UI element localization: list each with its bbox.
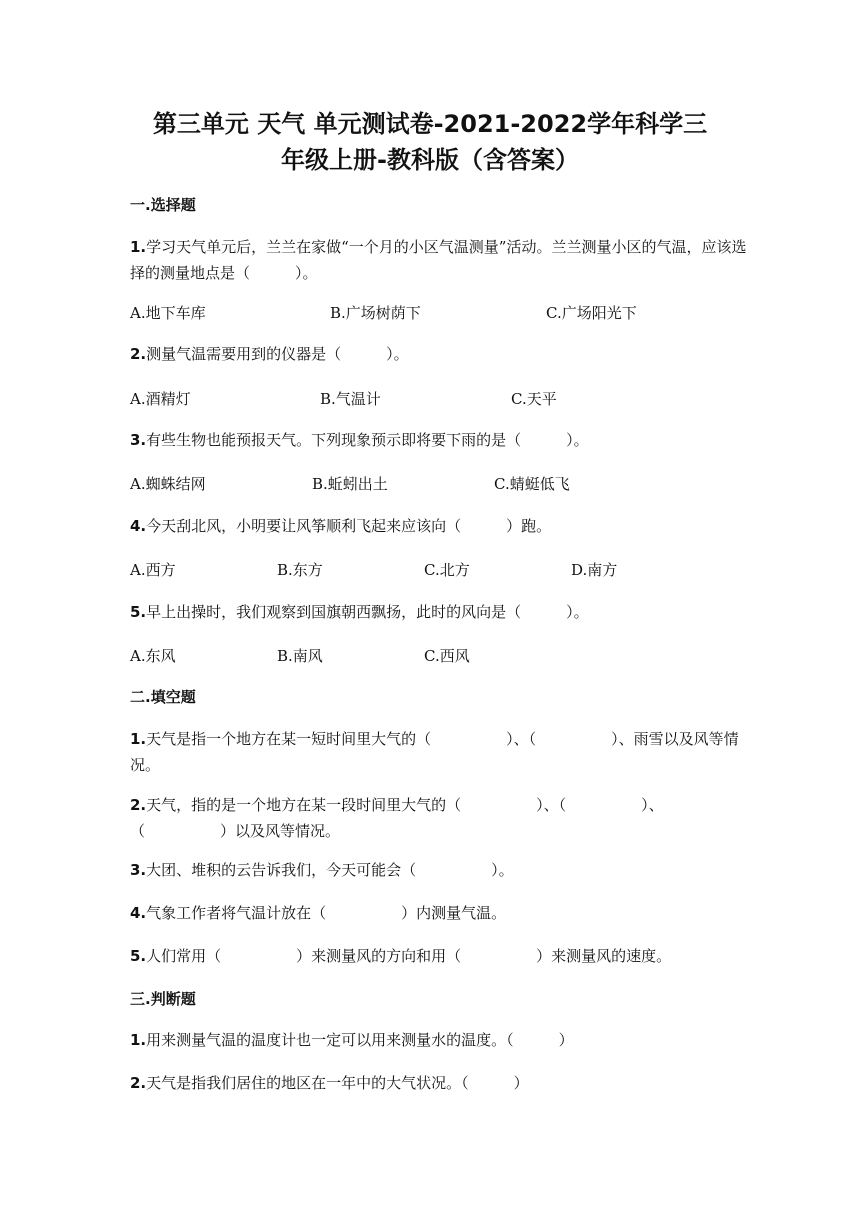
judge-question-1 xyxy=(130,1027,750,1053)
question-text: 天气是指我们居住的地区在一年中的大气状况。（ ） xyxy=(146,1074,529,1092)
question-number: 2. xyxy=(130,796,147,814)
question-number: 3. xyxy=(130,861,147,879)
choice-2-option-c: C.天平 xyxy=(511,390,557,408)
choice-3-option-a: A.蜘蛛结网 xyxy=(130,475,206,493)
choice-question-4 xyxy=(130,513,750,539)
question-text: 有些生物也能预报天气。下列现象预示即将要下雨的是（ ）。 xyxy=(146,431,589,449)
fill-question-4 xyxy=(130,900,750,926)
choice-4-option-d: D.南方 xyxy=(571,561,618,579)
question-number: 2. xyxy=(130,345,147,363)
question-text: 早上出操时，我们观察到国旗朝西飘扬，此时的风向是（ ）。 xyxy=(146,603,589,621)
question-number: 4. xyxy=(130,904,147,922)
question-text: 天气，指的是一个地方在某一段时间里大气的（ ）、（ ）、（ ）以及风等情况。 xyxy=(130,796,664,840)
question-number: 5. xyxy=(130,947,147,965)
question-text: 今天刮北风，小明要让风筝顺利飞起来应该向（ ）跑。 xyxy=(146,517,552,535)
choice-question-5 xyxy=(130,599,750,625)
question-number: 1. xyxy=(130,238,147,256)
question-text: 气象工作者将气温计放在（ ）内测量气温。 xyxy=(146,904,507,922)
fill-question-2 xyxy=(130,792,750,844)
question-text: 大团、堆积的云告诉我们，今天可能会（ ）。 xyxy=(146,861,514,879)
choice-3-option-c: C.蜻蜓低飞 xyxy=(494,475,570,493)
choice-1-option-b: B.广场树荫下 xyxy=(330,304,421,322)
question-number: 1. xyxy=(130,1031,147,1049)
question-number: 3. xyxy=(130,431,147,449)
choice-1-option-a: A.地下车库 xyxy=(130,304,206,322)
judge-question-2 xyxy=(130,1070,750,1096)
choice-5-option-a: A.东风 xyxy=(130,647,176,665)
question-number: 2. xyxy=(130,1074,147,1092)
question-number: 1. xyxy=(130,730,147,748)
choice-5-option-c: C.西风 xyxy=(424,647,470,665)
page-title xyxy=(60,106,800,178)
question-text: 天气是指一个地方在某一短时间里大气的（ ）、（ ）、雨雪以及风等情况。 xyxy=(130,730,739,774)
fill-question-3 xyxy=(130,857,750,883)
choice-3-option-b: B.蚯蚓出土 xyxy=(312,475,388,493)
section-heading-judge: 三.判断题 xyxy=(130,990,196,1008)
choice-1-option-c: C.广场阳光下 xyxy=(546,304,637,322)
section-heading-choice: 一.选择题 xyxy=(130,196,196,214)
question-number: 5. xyxy=(130,603,147,621)
choice-4-option-c: C.北方 xyxy=(424,561,470,579)
choice-2-option-a: A.酒精灯 xyxy=(130,390,191,408)
fill-question-1 xyxy=(130,726,750,778)
choice-2-option-b: B.气温计 xyxy=(320,390,381,408)
question-text: 人们常用（ ）来测量风的方向和用（ ）来测量风的速度。 xyxy=(146,947,672,965)
question-number: 4. xyxy=(130,517,147,535)
title-line-2: 年级上册-教科版（含答案） xyxy=(281,146,579,174)
choice-question-1 xyxy=(130,234,750,286)
choice-question-2 xyxy=(130,341,750,367)
title-line-1: 第三单元 天气 单元测试卷-2021-2022学年科学三 xyxy=(152,110,708,138)
question-text: 用来测量气温的温度计也一定可以用来测量水的温度。（ ） xyxy=(146,1031,574,1049)
question-text: 学习天气单元后，兰兰在家做“一个月的小区气温测量”活动。兰兰测量小区的气温，应该选择的测量地点是（ ）。 xyxy=(130,238,747,282)
choice-question-3 xyxy=(130,427,750,453)
question-text: 测量气温需要用到的仪器是（ ）。 xyxy=(146,345,409,363)
choice-4-option-b: B.东方 xyxy=(277,561,323,579)
choice-4-option-a: A.西方 xyxy=(130,561,176,579)
fill-question-5 xyxy=(130,943,770,969)
section-heading-fill: 二.填空题 xyxy=(130,688,196,706)
choice-5-option-b: B.南风 xyxy=(277,647,323,665)
